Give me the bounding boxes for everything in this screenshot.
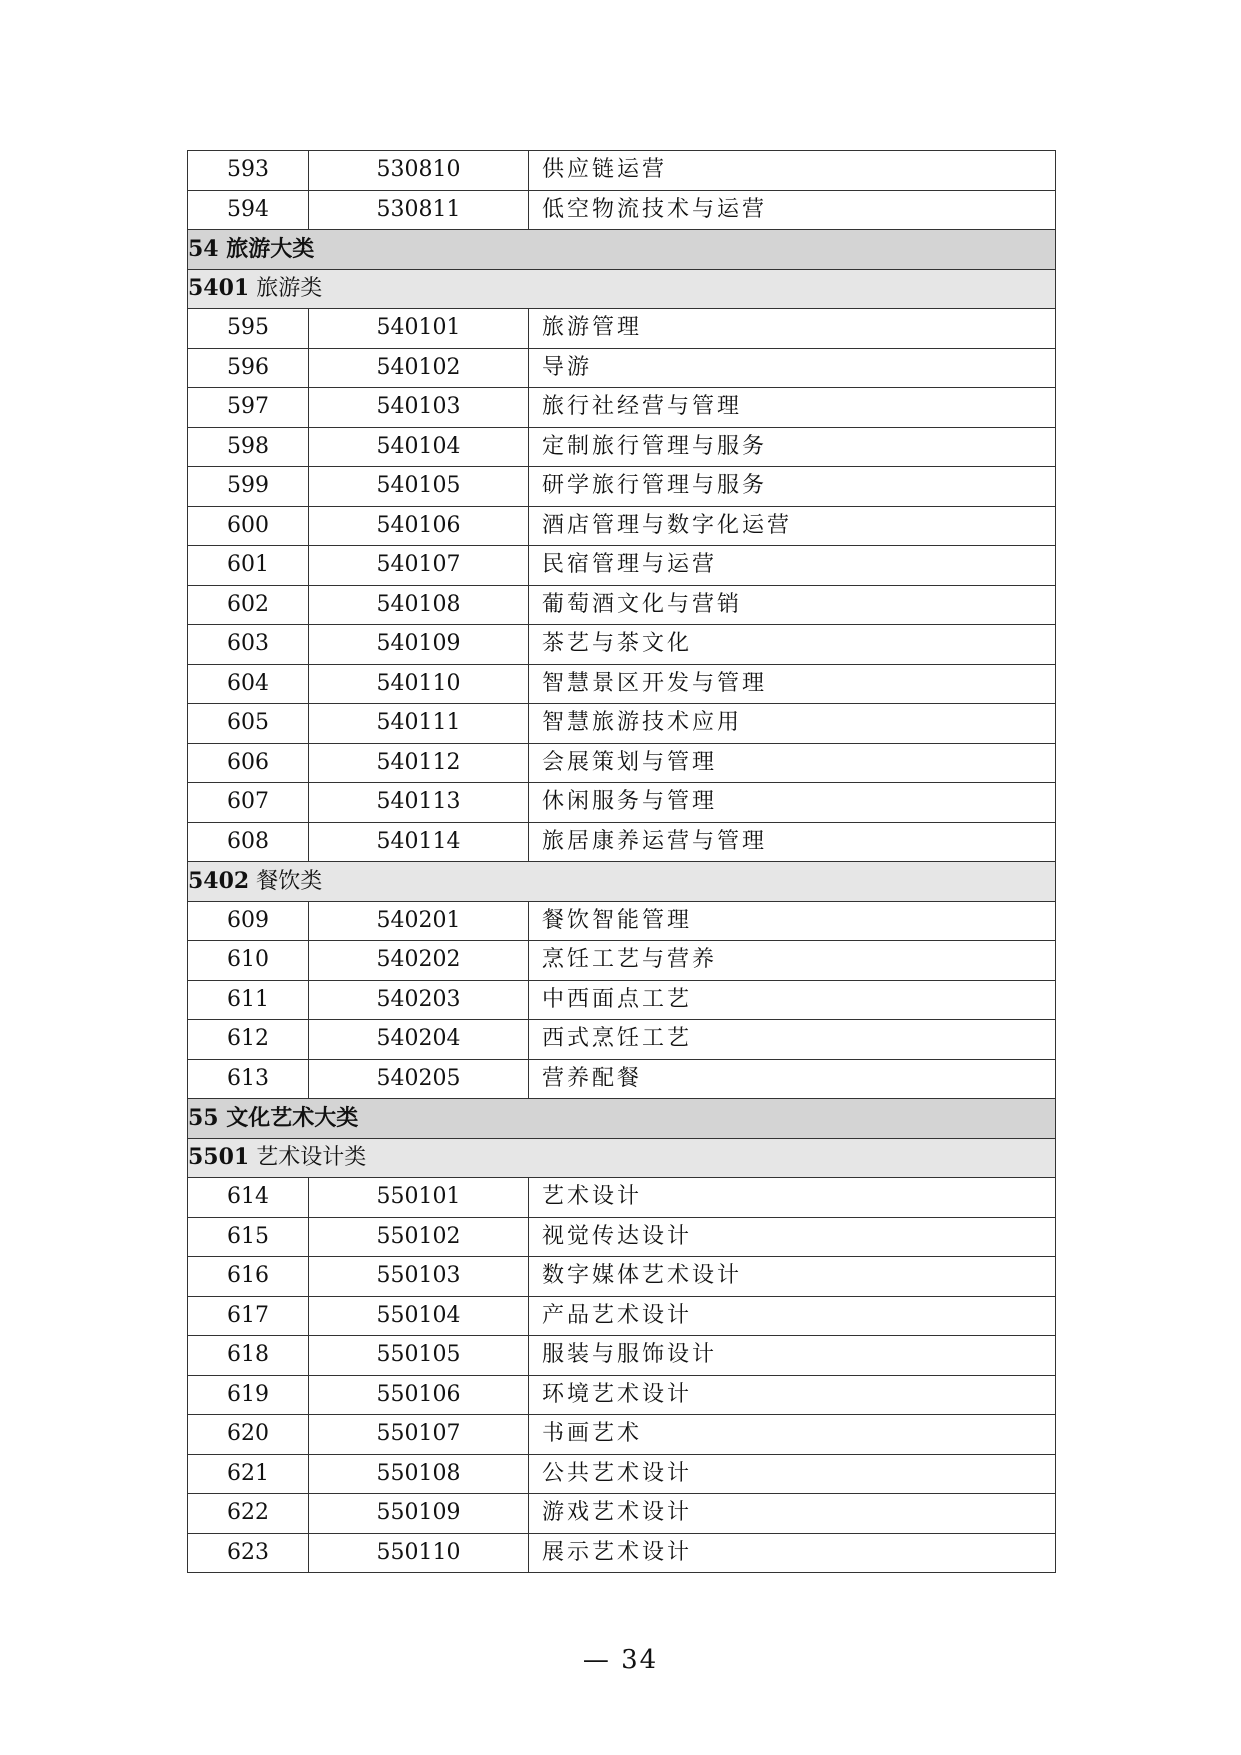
name-cell: 数字媒体艺术设计 bbox=[529, 1257, 1056, 1297]
table-row bbox=[188, 388, 1056, 428]
name-cell: 餐饮智能管理 bbox=[529, 901, 1056, 941]
seq-cell: 610 bbox=[188, 941, 309, 981]
name-cell: 展示艺术设计 bbox=[529, 1533, 1056, 1573]
name-cell: 环境艺术设计 bbox=[529, 1375, 1056, 1415]
seq-cell: 604 bbox=[188, 664, 309, 704]
table-row bbox=[188, 1296, 1056, 1336]
code-cell: 540114 bbox=[309, 822, 529, 862]
code-cell: 540202 bbox=[309, 941, 529, 981]
code-cell: 540107 bbox=[309, 546, 529, 586]
seq-cell: 622 bbox=[188, 1494, 309, 1534]
name-cell: 书画艺术 bbox=[529, 1415, 1056, 1455]
seq-cell: 620 bbox=[188, 1415, 309, 1455]
table-row bbox=[188, 348, 1056, 388]
code-cell: 530810 bbox=[309, 151, 529, 191]
seq-cell: 607 bbox=[188, 783, 309, 823]
name-cell: 定制旅行管理与服务 bbox=[529, 427, 1056, 467]
subcategory-name: 旅游类 bbox=[256, 276, 323, 302]
subcategory-cell bbox=[188, 1138, 1056, 1178]
category-header-row bbox=[188, 230, 1056, 270]
table-row bbox=[188, 1336, 1056, 1376]
category-name: 旅游大类 bbox=[226, 236, 315, 263]
code-cell: 550110 bbox=[309, 1533, 529, 1573]
table-row bbox=[188, 546, 1056, 586]
seq-cell: 594 bbox=[188, 190, 309, 230]
name-cell: 产品艺术设计 bbox=[529, 1296, 1056, 1336]
code-cell: 540103 bbox=[309, 388, 529, 428]
code-cell: 550109 bbox=[309, 1494, 529, 1534]
table-row bbox=[188, 822, 1056, 862]
name-cell: 视觉传达设计 bbox=[529, 1217, 1056, 1257]
name-cell: 游戏艺术设计 bbox=[529, 1494, 1056, 1534]
table-row bbox=[188, 190, 1056, 230]
name-cell: 供应链运营 bbox=[529, 151, 1056, 191]
table-row bbox=[188, 941, 1056, 981]
table-row bbox=[188, 1494, 1056, 1534]
table-row bbox=[188, 506, 1056, 546]
code-cell: 550106 bbox=[309, 1375, 529, 1415]
code-cell: 540102 bbox=[309, 348, 529, 388]
table-row bbox=[188, 664, 1056, 704]
seq-cell: 613 bbox=[188, 1059, 309, 1099]
subcategory-name: 艺术设计类 bbox=[256, 1145, 367, 1171]
category-cell bbox=[188, 230, 1056, 270]
table-row bbox=[188, 625, 1056, 665]
name-cell: 旅居康养运营与管理 bbox=[529, 822, 1056, 862]
code-cell: 550104 bbox=[309, 1296, 529, 1336]
name-cell: 西式烹饪工艺 bbox=[529, 1020, 1056, 1060]
subcategory-cell bbox=[188, 862, 1056, 902]
table-row bbox=[188, 743, 1056, 783]
name-cell: 研学旅行管理与服务 bbox=[529, 467, 1056, 507]
table-row bbox=[188, 1178, 1056, 1218]
code-cell: 540105 bbox=[309, 467, 529, 507]
code-cell: 540101 bbox=[309, 309, 529, 349]
name-cell: 艺术设计 bbox=[529, 1178, 1056, 1218]
code-cell: 550101 bbox=[309, 1178, 529, 1218]
code-cell: 550108 bbox=[309, 1454, 529, 1494]
table-row bbox=[188, 1020, 1056, 1060]
seq-cell: 612 bbox=[188, 1020, 309, 1060]
code-cell: 550103 bbox=[309, 1257, 529, 1297]
name-cell: 会展策划与管理 bbox=[529, 743, 1056, 783]
name-cell: 休闲服务与管理 bbox=[529, 783, 1056, 823]
seq-cell: 621 bbox=[188, 1454, 309, 1494]
code-cell: 530811 bbox=[309, 190, 529, 230]
subcategory-code: 5501 bbox=[188, 1144, 250, 1171]
category-code: 54 bbox=[188, 236, 219, 263]
subcategory-header-row bbox=[188, 862, 1056, 902]
code-cell: 540203 bbox=[309, 980, 529, 1020]
code-cell: 540205 bbox=[309, 1059, 529, 1099]
table-row bbox=[188, 1059, 1056, 1099]
seq-cell: 596 bbox=[188, 348, 309, 388]
major-catalog-table bbox=[187, 150, 1056, 1573]
table-row bbox=[188, 1454, 1056, 1494]
subcategory-header-row bbox=[188, 269, 1056, 309]
table-row bbox=[188, 1217, 1056, 1257]
code-cell: 540109 bbox=[309, 625, 529, 665]
name-cell: 民宿管理与运营 bbox=[529, 546, 1056, 586]
table-row bbox=[188, 585, 1056, 625]
subcategory-code: 5401 bbox=[188, 275, 250, 302]
subcategory-name: 餐饮类 bbox=[256, 868, 323, 894]
name-cell: 公共艺术设计 bbox=[529, 1454, 1056, 1494]
seq-cell: 603 bbox=[188, 625, 309, 665]
seq-cell: 608 bbox=[188, 822, 309, 862]
subcategory-cell bbox=[188, 269, 1056, 309]
seq-cell: 615 bbox=[188, 1217, 309, 1257]
page-number: — 34 bbox=[582, 1645, 659, 1675]
table-row bbox=[188, 901, 1056, 941]
table-row bbox=[188, 427, 1056, 467]
name-cell: 服装与服饰设计 bbox=[529, 1336, 1056, 1376]
name-cell: 智慧旅游技术应用 bbox=[529, 704, 1056, 744]
name-cell: 营养配餐 bbox=[529, 1059, 1056, 1099]
code-cell: 540106 bbox=[309, 506, 529, 546]
seq-cell: 593 bbox=[188, 151, 309, 191]
category-header-row bbox=[188, 1099, 1056, 1139]
code-cell: 540110 bbox=[309, 664, 529, 704]
table-row bbox=[188, 1415, 1056, 1455]
seq-cell: 617 bbox=[188, 1296, 309, 1336]
seq-cell: 611 bbox=[188, 980, 309, 1020]
name-cell: 中西面点工艺 bbox=[529, 980, 1056, 1020]
seq-cell: 600 bbox=[188, 506, 309, 546]
subcategory-header-row bbox=[188, 1138, 1056, 1178]
code-cell: 540112 bbox=[309, 743, 529, 783]
code-cell: 550107 bbox=[309, 1415, 529, 1455]
table-row bbox=[188, 151, 1056, 191]
name-cell: 茶艺与茶文化 bbox=[529, 625, 1056, 665]
table-row bbox=[188, 704, 1056, 744]
table-row bbox=[188, 1533, 1056, 1573]
seq-cell: 597 bbox=[188, 388, 309, 428]
name-cell: 葡萄酒文化与营销 bbox=[529, 585, 1056, 625]
code-cell: 550105 bbox=[309, 1336, 529, 1376]
seq-cell: 602 bbox=[188, 585, 309, 625]
seq-cell: 619 bbox=[188, 1375, 309, 1415]
table-row bbox=[188, 783, 1056, 823]
name-cell: 旅行社经营与管理 bbox=[529, 388, 1056, 428]
seq-cell: 598 bbox=[188, 427, 309, 467]
seq-cell: 595 bbox=[188, 309, 309, 349]
code-cell: 550102 bbox=[309, 1217, 529, 1257]
seq-cell: 609 bbox=[188, 901, 309, 941]
code-cell: 540104 bbox=[309, 427, 529, 467]
table-row bbox=[188, 467, 1056, 507]
seq-cell: 599 bbox=[188, 467, 309, 507]
name-cell: 智慧景区开发与管理 bbox=[529, 664, 1056, 704]
table-row bbox=[188, 1257, 1056, 1297]
name-cell: 烹饪工艺与营养 bbox=[529, 941, 1056, 981]
seq-cell: 605 bbox=[188, 704, 309, 744]
name-cell: 旅游管理 bbox=[529, 309, 1056, 349]
code-cell: 540111 bbox=[309, 704, 529, 744]
subcategory-code: 5402 bbox=[188, 867, 250, 894]
table-row bbox=[188, 1375, 1056, 1415]
name-cell: 导游 bbox=[529, 348, 1056, 388]
name-cell: 低空物流技术与运营 bbox=[529, 190, 1056, 230]
table-row bbox=[188, 980, 1056, 1020]
code-cell: 540201 bbox=[309, 901, 529, 941]
code-cell: 540204 bbox=[309, 1020, 529, 1060]
name-cell: 酒店管理与数字化运营 bbox=[529, 506, 1056, 546]
table-row bbox=[188, 309, 1056, 349]
seq-cell: 606 bbox=[188, 743, 309, 783]
seq-cell: 601 bbox=[188, 546, 309, 586]
category-code: 55 bbox=[188, 1105, 219, 1132]
category-name: 文化艺术大类 bbox=[226, 1105, 359, 1132]
seq-cell: 614 bbox=[188, 1178, 309, 1218]
seq-cell: 616 bbox=[188, 1257, 309, 1297]
table-body bbox=[188, 151, 1056, 1573]
seq-cell: 623 bbox=[188, 1533, 309, 1573]
seq-cell: 618 bbox=[188, 1336, 309, 1376]
category-cell bbox=[188, 1099, 1056, 1139]
code-cell: 540108 bbox=[309, 585, 529, 625]
code-cell: 540113 bbox=[309, 783, 529, 823]
